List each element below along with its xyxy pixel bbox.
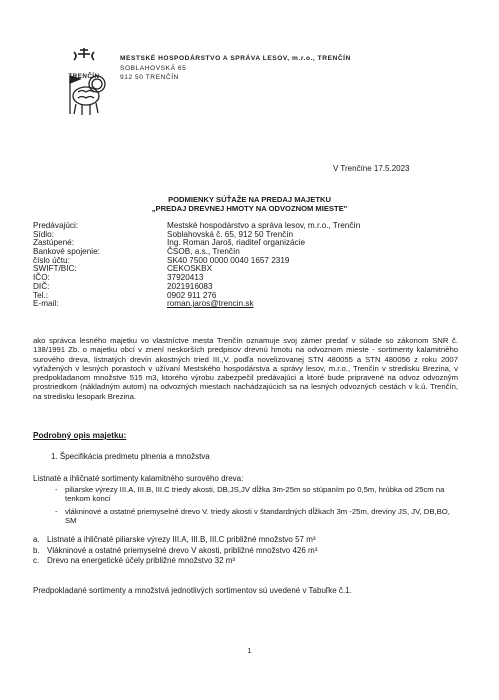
document-subtitle: „PREDAJ DREVNEJ HMOTY NA ODVOZNOM MIESTE" — [151, 204, 348, 213]
assortment-intro: Listnaté a ihličnaté sortimenty kalamitného surového dreva: — [33, 474, 244, 483]
info-label: číslo účtu: — [33, 255, 70, 265]
numbered-item: 1. Špecifikácia predmetu plnenia a množstva — [51, 452, 210, 461]
info-label: Sídlo: — [33, 229, 54, 239]
page-number: 1 — [247, 646, 252, 655]
info-label: SWIFT/BIC: — [33, 264, 77, 274]
info-label: Predávajúci: — [33, 221, 79, 230]
item-text: Listnaté a ihličnaté piliarske výrezy III.A, III.B, III.C približné množstvo 57 m³ — [47, 535, 316, 544]
organization-city: 912 50 TRENČÍN — [120, 74, 179, 82]
intro-paragraph — [33, 336, 458, 401]
info-value: Ing. Roman Jaroš, riaditeľ organizácie — [167, 238, 306, 248]
item-letter: a. — [33, 535, 40, 544]
info-label: Bankové spojenie: — [33, 247, 100, 257]
bullet-item — [55, 485, 460, 504]
city-coat-of-arms-logo — [56, 46, 112, 144]
info-label: Tel.: — [33, 290, 49, 300]
item-letter: c. — [33, 556, 40, 565]
lamb-with-cross-icon — [56, 46, 112, 134]
organization-street: SOBLAHOVSKÁ 65 — [120, 64, 187, 72]
assortment-bullet-list — [55, 485, 460, 528]
info-value: Soblahovská č. 65, 912 50 Trenčín — [167, 229, 294, 239]
info-value: Mestské hospodárstvo a správa lesov, m.r.o., Trenčín — [167, 221, 361, 230]
info-label: DIČ: — [33, 281, 50, 291]
bullet-text: vlákninové a ostatné priemyselné drevo V. triedy akosti v štandardných dĺžkach 3m -25m, dreviny JS, JV, DB,BO, SM — [65, 506, 450, 525]
dash-bullet-icon: - — [55, 485, 58, 494]
info-label: E-mail: — [33, 299, 59, 309]
info-value: 2021916083 — [167, 281, 213, 291]
dash-bullet-icon: - — [55, 506, 58, 516]
info-label: IČO: — [33, 273, 50, 283]
info-value: 0902 911 276 — [167, 290, 217, 300]
info-value: 37920413 — [167, 273, 204, 283]
letterhead-address — [120, 54, 351, 83]
bullet-text: piliarske výrezy III.A, III.B, III.C triedy akosti, DB,JS,JV dĺžka 3m-25m so stúpaním po 0,5m, hrúbka od 25cm na tenkom konci — [65, 485, 445, 504]
info-label: Zastúpené: — [33, 238, 74, 248]
document-date: V Trenčíne 17.5.2023 — [333, 164, 410, 173]
email-link[interactable]: roman.jaros@trencin.sk — [167, 299, 254, 309]
info-value: CEKOSKBX — [167, 264, 213, 274]
info-value: SK40 7500 0000 0040 1657 2319 — [167, 255, 290, 265]
intro-paragraph-text: ako správca lesného majetku vo vlastníctve mesta Trenčín oznamuje svoj zámer predať v súlade so zákonom SNR č. 138/1991 Zb. o majetku obcí v znení neskorších predpisov drevnú hmotu na odvoznom mieste - sortimenty kalamitného surového dreva, listnatých drevín akostných tried III.,V. podľa novelizovanej STN 480055 a STN 480056 z roku 2007 vyťažených v lesných porastoch v užívaní Mestského hospodárstva a správy lesov, m.r.o., Trenčín v stredisku Brezina, v predpokladanom množstve 515 m3, ktorého výrobu zabezpečil predávajúci a ktoré bude pripravené na odvoz odvozným prostriedkom (nákladným autom) na odvozných miestach nachádzajúcich sa na lesných odvozných cestách v k.ú. Trenčín, na stredisku lesopark Brezina. — [33, 336, 458, 401]
item-text: Vlákninové a ostatné priemyselné drevo V akosti, približné množstvo 426 m³ — [47, 545, 318, 555]
logo-caption: TRENČÍN — [68, 73, 100, 80]
document-title: PODMIENKY SÚŤAŽE NA PREDAJ MAJETKU — [168, 195, 331, 204]
item-letter: b. — [33, 545, 40, 555]
info-value: ČSOB, a.s., Trenčín — [167, 247, 240, 257]
organization-name: MESTSKÉ HOSPODÁRSTVO A SPRÁVA LESOV, m.r.o., TRENČÍN — [120, 55, 351, 62]
quantity-item — [33, 535, 317, 546]
closing-sentence: Predpokladané sortimenty a množstvá jednotlivých sortimentov sú uvedené v Tabuľke č.1. — [33, 586, 352, 595]
bullet-item — [55, 507, 460, 526]
quantity-item — [33, 556, 317, 567]
quantity-list — [33, 535, 317, 567]
section-heading: Podrobný opis majetku: — [33, 431, 127, 440]
quantity-item — [33, 546, 317, 557]
item-text: Drevo na energetické účely približné množstvo 32 m³ — [47, 556, 236, 565]
